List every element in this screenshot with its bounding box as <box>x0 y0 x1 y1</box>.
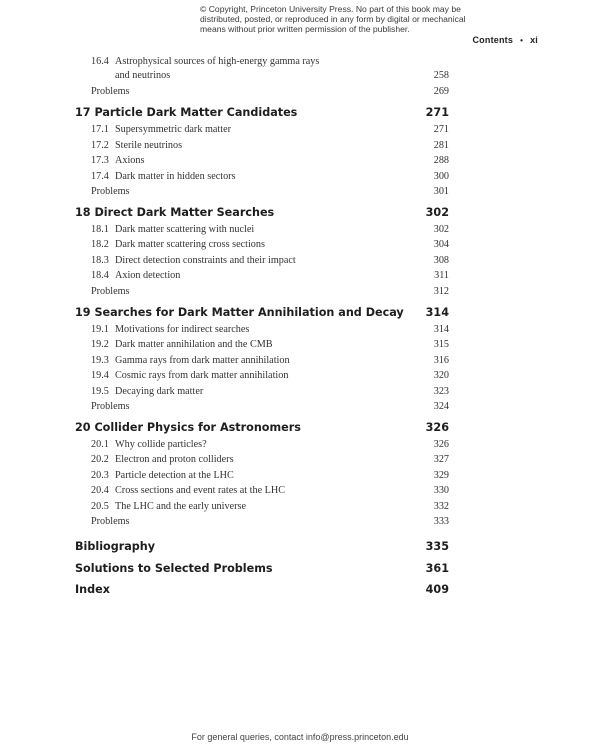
copyright-notice <box>200 4 466 35</box>
entry-title: Why collide particles? <box>115 439 207 450</box>
entry-number: 16.4 <box>91 56 109 67</box>
chapter-page: 302 <box>425 206 449 219</box>
chapter-page: 326 <box>425 421 449 434</box>
entry-title: Dark matter annihilation and the CMB <box>115 339 273 350</box>
entry-page: 301 <box>433 186 449 197</box>
entry-number: 20.2 <box>91 454 109 465</box>
running-head-label: Contents <box>472 35 514 45</box>
chapter-title: 18 Direct Dark Matter Searches <box>75 206 275 219</box>
entry-title: The LHC and the early universe <box>115 501 246 512</box>
entry-number: 18.2 <box>91 239 109 250</box>
entry-page: 315 <box>433 339 449 350</box>
entry-page: 269 <box>433 86 449 97</box>
entry-title: Problems <box>91 186 130 197</box>
entry-title: Electron and proton colliders <box>115 454 234 465</box>
copyright-line: means without prior written permission of the publisher. <box>200 24 410 35</box>
entry-title: Axion detection <box>115 270 181 281</box>
entry-page: 324 <box>433 401 449 412</box>
entry-title: Dark matter in hidden sectors <box>115 171 236 182</box>
running-head-separator: • <box>520 36 524 45</box>
entry-page: 333 <box>433 516 449 527</box>
entry-title: Cosmic rays from dark matter annihilation <box>115 370 289 381</box>
entry-number: 18.1 <box>91 224 109 235</box>
entry-page: 330 <box>433 485 449 496</box>
entry-number: 17.3 <box>91 155 109 166</box>
entry-number: 19.1 <box>91 324 109 335</box>
chapter-title: Solutions to Selected Problems <box>75 562 273 575</box>
entry-page: 288 <box>433 155 449 166</box>
chapter-title: Bibliography <box>75 540 156 553</box>
chapter-page: 314 <box>425 306 449 319</box>
entry-page: 326 <box>433 439 449 450</box>
chapter-title: 17 Particle Dark Matter Candidates <box>75 106 298 119</box>
entry-title: Dark matter scattering with nuclei <box>115 224 255 235</box>
entry-page: 308 <box>433 255 449 266</box>
entry-number: 20.4 <box>91 485 109 496</box>
entry-title: Direct detection constraints and their impact <box>115 255 296 266</box>
copyright-line: distributed, posted, or reproduced in any form by digital or mechanical <box>200 14 466 25</box>
entry-number: 20.3 <box>91 470 109 481</box>
entry-page: 300 <box>433 171 449 182</box>
entry-page: 302 <box>433 224 449 235</box>
entry-page: 327 <box>433 454 449 465</box>
entry-page: 316 <box>433 355 449 366</box>
entry-number: 18.3 <box>91 255 109 266</box>
running-head-page: xi <box>530 35 538 45</box>
chapter-title: Index <box>75 583 110 596</box>
entry-title: Problems <box>91 401 130 412</box>
entry-number: 19.2 <box>91 339 109 350</box>
entry-title: Supersymmetric dark matter <box>115 124 231 135</box>
chapter-page: 335 <box>425 540 449 553</box>
entry-page: 329 <box>433 470 449 481</box>
chapter-title: 19 Searches for Dark Matter Annihilation and Decay <box>75 306 404 319</box>
entry-page: 311 <box>434 270 449 281</box>
entry-title: Problems <box>91 86 130 97</box>
entry-page: 314 <box>433 324 449 335</box>
entry-page: 258 <box>433 70 449 81</box>
entry-title-continued: and neutrinos <box>115 70 171 81</box>
entry-title: Problems <box>91 516 130 527</box>
entry-page: 320 <box>433 370 449 381</box>
footer-contact: For general queries, contact info@press.princeton.edu <box>191 732 409 742</box>
entry-number: 18.4 <box>91 270 109 281</box>
entry-page: 271 <box>433 124 449 135</box>
entry-title: Axions <box>115 155 145 166</box>
entry-page: 312 <box>433 286 449 297</box>
chapter-page: 409 <box>425 583 449 596</box>
chapter-page: 271 <box>425 106 449 119</box>
entry-number: 20.5 <box>91 501 109 512</box>
entry-title: Problems <box>91 286 130 297</box>
entry-title: Dark matter scattering cross sections <box>115 239 265 250</box>
entry-page: 323 <box>433 386 449 397</box>
entry-number: 19.4 <box>91 370 109 381</box>
entry-title: Particle detection at the LHC <box>115 470 234 481</box>
entry-title: Cross sections and event rates at the LHC <box>115 485 286 496</box>
entry-page: 281 <box>433 140 449 151</box>
running-head <box>472 35 538 45</box>
entry-page: 304 <box>433 239 449 250</box>
entry-number: 17.4 <box>91 171 109 182</box>
entry-number: 20.1 <box>91 439 109 450</box>
entry-title: Sterile neutrinos <box>115 140 183 151</box>
chapter-title: 20 Collider Physics for Astronomers <box>75 421 301 434</box>
copyright-line: © Copyright, Princeton University Press. No part of this book may be <box>200 4 461 14</box>
entry-number: 19.3 <box>91 355 109 366</box>
entry-number: 17.2 <box>91 140 109 151</box>
entry-title: Decaying dark matter <box>115 386 204 397</box>
entry-title: Motivations for indirect searches <box>115 324 250 335</box>
entry-page: 332 <box>433 501 449 512</box>
entry-number: 19.5 <box>91 386 109 397</box>
chapter-page: 361 <box>425 562 449 575</box>
entry-number: 17.1 <box>91 124 109 135</box>
entry-title: Astrophysical sources of high-energy gamma rays <box>115 56 320 67</box>
entry-title: Gamma rays from dark matter annihilation <box>115 355 290 366</box>
